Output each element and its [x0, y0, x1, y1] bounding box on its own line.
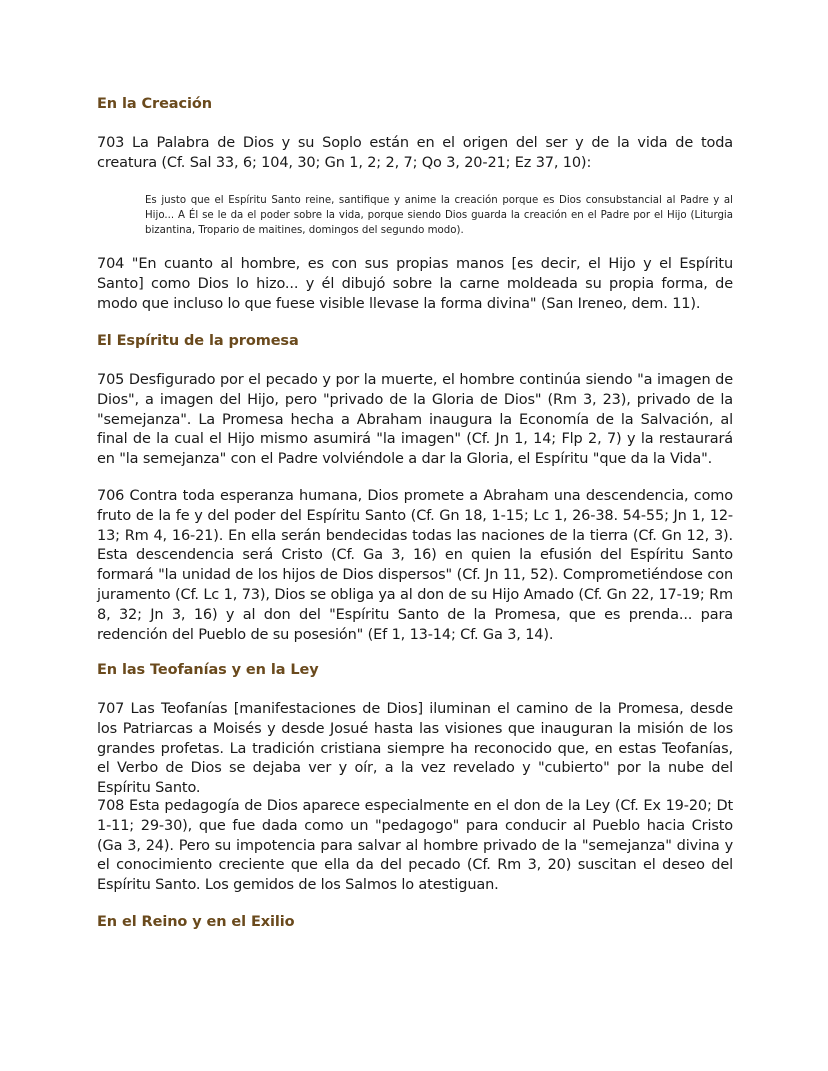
section-heading-teofanias: En las Teofanías y en la Ley	[97, 662, 319, 678]
paragraph-703: 703 La Palabra de Dios y su Soplo están en el origen del ser y de la vida de toda creatura (Cf. Sal 33, 6; 104, 30; Gn 1, 2; 2, 7; Qo 3, 20-21; Ez 37, 10):	[97, 135, 733, 171]
section-heading-reino: En el Reino y en el Exilio	[97, 914, 295, 930]
paragraph-705: 705 Desfigurado por el pecado y por la muerte, el hombre continúa siendo "a imagen de Dios", a imagen del Hijo, pero "privado de la Gloria de Dios" (Rm 3, 23), privado de la "semejanza". La Promesa hecha a Abraham inaugura la Economía de la Salvación, al final de la cual el Hijo mismo asumirá "la imagen" (Cf. Jn 1, 14; Flp 2, 7) y la restaurará en "la semejanza" con el Padre volviéndole a dar la Gloria, el Espíritu "que da la Vida".	[97, 372, 733, 468]
section-heading-creacion: En la Creación	[97, 96, 212, 112]
paragraph-707: 707 Las Teofanías [manifestaciones de Dios] iluminan el camino de la Promesa, desde los Patriarcas a Moisés y desde Josué hasta las visiones que inauguran la misión de los grandes profetas. La tradición cristiana siempre ha reconocido que, en estas Teofanías, el Verbo de Dios se dejaba ver y oír, a la vez revelado y "cubierto" por la nube del Espíritu Santo.	[97, 701, 733, 797]
section-heading-promesa: El Espíritu de la promesa	[97, 333, 299, 349]
paragraph-704: 704 "En cuanto al hombre, es con sus propias manos [es decir, el Hijo y el Espíritu Santo] como Dios lo hizo... y él dibujó sobre la carne moldeada su propia forma, de modo que incluso lo que fuese visible llevase la forma divina" (San Ireneo, dem. 11).	[97, 256, 733, 312]
quote-liturgia-bizantina: Es justo que el Espíritu Santo reine, santifique y anime la creación porque es Dios consubstancial al Padre y al Hijo... A Él se le da el poder sobre la vida, porque siendo Dios guarda la creación en el Padre por el Hijo (Liturgia bizantina, Tropario de maitines, domingos del segundo modo).	[145, 195, 733, 237]
paragraph-706: 706 Contra toda esperanza humana, Dios promete a Abraham una descendencia, como fruto de la fe y del poder del Espíritu Santo (Cf. Gn 18, 1-15; Lc 1, 26-38. 54-55; Jn 1, 12-13; Rm 4, 16-21). En ella serán bendecidas todas las naciones de la tierra (Cf. Gn 12, 3). Esta descendencia será Cristo (Cf. Ga 3, 16) en quien la efusión del Espíritu Santo formará "la unidad de los hijos de Dios dispersos" (Cf. Jn 11, 52). Comprometiéndose con juramento (Cf. Lc 1, 73), Dios se obliga ya al don de su Hijo Amado (Cf. Gn 22, 17-19; Rm 8, 32; Jn 3, 16) y al don del "Espíritu Santo de la Promesa, que es prenda... para redención del Pueblo de su posesión" (Ef 1, 13-14; Cf. Ga 3, 14).	[97, 488, 733, 643]
paragraph-708: 708 Esta pedagogía de Dios aparece especialmente en el don de la Ley (Cf. Ex 19-20; Dt 1-11; 29-30), que fue dada como un "pedagogo" para conducir al Pueblo hacia Cristo (Ga 3, 24). Pero su impotencia para salvar al hombre privado de la "semejanza" divina y el conocimiento creciente que ella da del pecado (Cf. Rm 3, 20) suscitan el deseo del Espíritu Santo. Los gemidos de los Salmos lo atestiguan.	[97, 798, 733, 894]
